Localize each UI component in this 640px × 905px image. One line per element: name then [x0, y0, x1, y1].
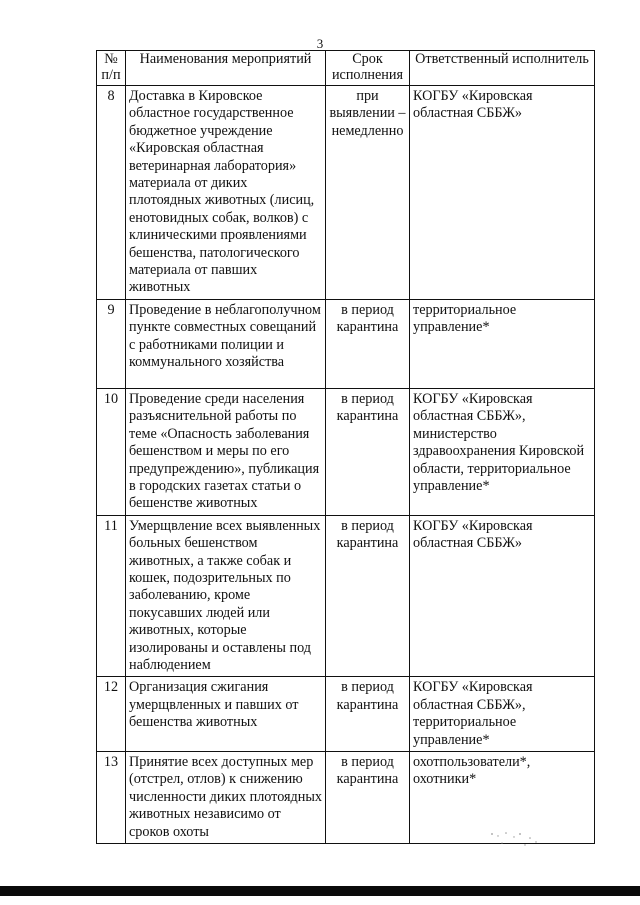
table-row: [97, 299, 595, 388]
measure-term: при выявлении – немедленно: [326, 86, 410, 300]
measure-term: в период карантина: [326, 515, 410, 677]
measure-name: Проведение среди населения разъяснительной работы по теме «Опасность заболевания бешенством и меры по его предупреждению», публикация в городских газетах статьи о бешенстве животных: [126, 388, 326, 515]
measure-name: Принятие всех доступных мер (отстрел, отлов) к снижению численности диких плотоядных животных независимо от сроков охоты: [126, 752, 326, 844]
table-row: [97, 86, 595, 300]
row-number: 9: [97, 299, 126, 388]
measure-term: в период карантина: [326, 752, 410, 844]
measure-term: в период карантина: [326, 388, 410, 515]
measure-term: в период карантина: [326, 299, 410, 388]
table-header: [97, 51, 595, 86]
scan-edge-bar: [0, 886, 640, 896]
page-number: 3: [316, 36, 324, 51]
measure-name: Доставка в Кировское областное государственное бюджетное учреждение «Кировская областная ветеринарная лаборатория» материала от диких плотоядных животных (лисиц, енотовидных собак, волков) с клиническими проявлениями бешенства, патологического материала от павших животных: [126, 86, 326, 300]
header-responsible: Ответственный исполнитель: [410, 51, 595, 86]
measure-term: в период карантина: [326, 677, 410, 752]
measure-responsible: КОГБУ «Кировская областная СББЖ»: [410, 86, 595, 300]
header-num: № п/п: [97, 51, 126, 86]
measure-name: Проведение в неблагополучном пункте совместных совещаний с работниками полиции и коммунального хозяйства: [126, 299, 326, 388]
table-row: [97, 515, 595, 677]
row-number: 12: [97, 677, 126, 752]
header-row: [97, 51, 595, 86]
measure-name: Умерщвление всех выявленных больных бешенством животных, а также собак и кошек, подозрительных по заболеванию, кроме покусавших людей или животных, которые изолированы и оставлены под наблюдением: [126, 515, 326, 677]
header-name: Наименования мероприятий: [126, 51, 326, 86]
measure-name: Организация сжигания умерщвленных и павших от бешенства животных: [126, 677, 326, 752]
header-term: Срок исполнения: [326, 51, 410, 86]
table-row: [97, 388, 595, 515]
table-body: [97, 86, 595, 844]
measure-responsible: охотпользователи*, охотники*: [410, 752, 595, 844]
measure-responsible: территориальное управление*: [410, 299, 595, 388]
measures-table: [96, 50, 595, 844]
scan-specks: [486, 828, 546, 852]
measure-responsible: КОГБУ «Кировская областная СББЖ»: [410, 515, 595, 677]
row-number: 13: [97, 752, 126, 844]
measure-responsible: КОГБУ «Кировская областная СББЖ», территориальное управление*: [410, 677, 595, 752]
row-number: 8: [97, 86, 126, 300]
table-row: [97, 677, 595, 752]
measure-responsible: КОГБУ «Кировская областная СББЖ», министерство здравоохранения Кировской области, территориальное управление*: [410, 388, 595, 515]
row-number: 10: [97, 388, 126, 515]
row-number: 11: [97, 515, 126, 677]
